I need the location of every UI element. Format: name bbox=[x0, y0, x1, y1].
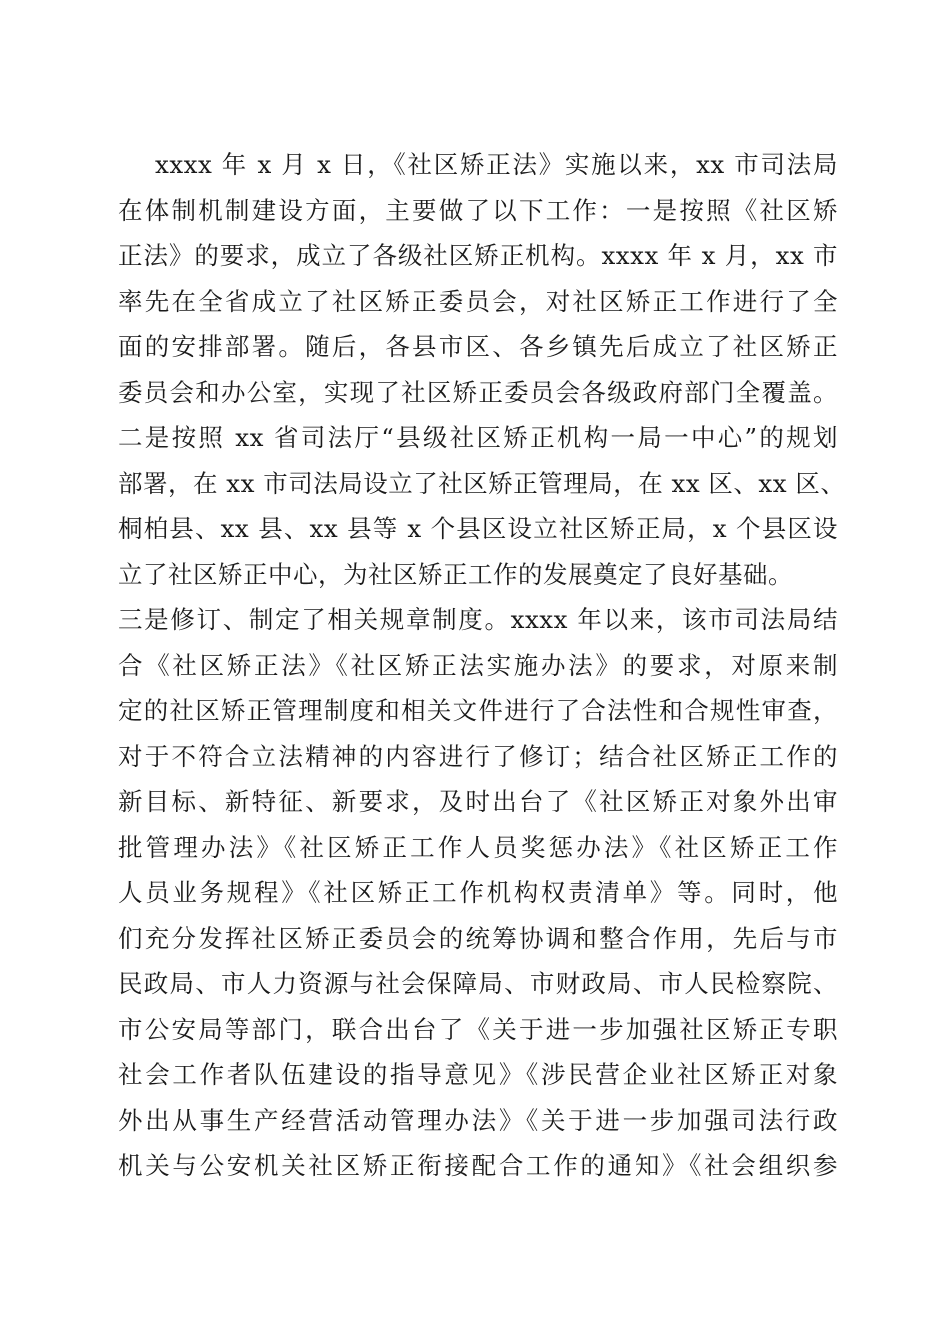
text-line-17: 人员业务规程》《社区矫正工作机构权责清单》等。同时，他 bbox=[118, 878, 838, 907]
text-line-19: 民政局、市人力资源与社会保障局、市财政局、市人民检察院、 bbox=[118, 969, 838, 998]
body-paragraph bbox=[118, 142, 846, 1189]
text-line-16: 批管理办法》《社区矫正工作人员奖惩办法》《社区矫正工作 bbox=[118, 832, 838, 862]
text-line-10: 立了社区矫正中心，为社区矫正工作的发展奠定了良好基础。 bbox=[118, 559, 793, 589]
text-line-5: 面的安排部署。随后，各县市区、各乡镇先后成立了社区矫正 bbox=[118, 332, 838, 361]
text-line-18: 们充分发挥社区矫正委员会的统筹协调和整合作用，先后与市 bbox=[118, 923, 838, 953]
text-line-2: 在体制机制建设方面，主要做了以下工作：一是按照《社区矫 bbox=[118, 195, 838, 225]
text-line-9: 桐柏县、xx 县、xx 县等 x 个县区设立社区矫正局，x 个县区设 bbox=[118, 514, 838, 543]
text-line-12: 合《社区矫正法》《社区矫正法实施办法》的要求，对原来制 bbox=[118, 650, 838, 680]
text-line-13: 定的社区矫正管理制度和相关文件进行了合法性和合规性审查， bbox=[118, 696, 838, 725]
text-line-1: xxxx 年 x 月 x 日，《社区矫正法》实施以来，xx 市司法局 bbox=[155, 150, 838, 179]
text-line-4: 率先在全省成立了社区矫正委员会，对社区矫正工作进行了全 bbox=[118, 286, 838, 316]
text-line-8: 部署，在 xx 市司法局设立了社区矫正管理局，在 xx 区、xx 区、 bbox=[118, 468, 846, 498]
text-line-6: 委员会和办公室，实现了社区矫正委员会各级政府部门全覆盖。 bbox=[118, 377, 838, 407]
text-line-23: 机关与公安机关社区矫正衔接配合工作的通知》《社会组织参 bbox=[118, 1151, 838, 1180]
text-line-11: 三是修订、制定了相关规章制度。xxxx 年以来，该市司法局结 bbox=[118, 605, 838, 634]
text-line-21: 社会工作者队伍建设的指导意见》《涉民营企业社区矫正对象 bbox=[118, 1060, 838, 1089]
text-line-14: 对于不符合立法精神的内容进行了修订；结合社区矫正工作的 bbox=[118, 741, 838, 771]
text-line-3: 正法》的要求，成立了各级社区矫正机构。xxxx 年 x 月，xx 市 bbox=[118, 241, 838, 270]
text-line-15: 新目标、新特征、新要求，及时出台了《社区矫正对象外出审 bbox=[118, 787, 838, 816]
text-line-22: 外出从事生产经营活动管理办法》《关于进一步加强司法行政 bbox=[118, 1105, 838, 1135]
text-line-20: 市公安局等部门，联合出台了《关于进一步加强社区矫正专职 bbox=[118, 1014, 838, 1044]
text-line-7: 二是按照 xx 省司法厅“县级社区矫正机构一局一中心”的规划 bbox=[118, 423, 838, 452]
